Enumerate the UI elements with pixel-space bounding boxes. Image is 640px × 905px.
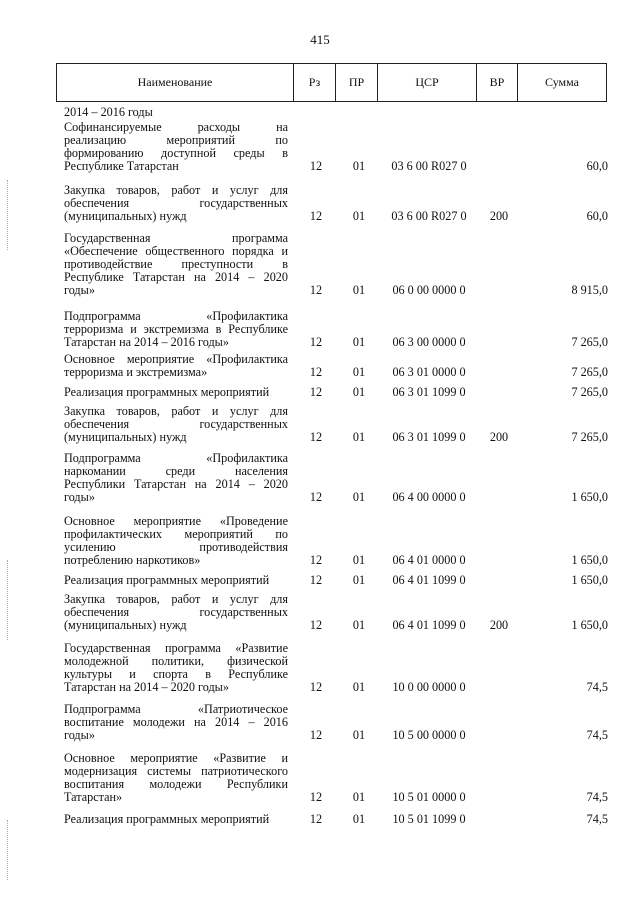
row-sum: 60,0 bbox=[586, 209, 608, 223]
row-sum: 74,5 bbox=[586, 812, 608, 826]
table-row bbox=[0, 593, 640, 632]
row-name-line: годы» bbox=[64, 490, 95, 504]
row-name-line: Подпрограмма «Патриотическое bbox=[64, 702, 288, 716]
row-name-line: Республики Татарстан на 2014 – 2020 bbox=[64, 477, 288, 491]
row-rz: 12 bbox=[309, 159, 323, 173]
row-rz: 12 bbox=[309, 335, 323, 349]
row-sum: 1 650,0 bbox=[571, 573, 608, 587]
row-name-line: наркомании среди населения bbox=[64, 464, 288, 478]
row-pr: 01 bbox=[352, 490, 366, 504]
row-name-line: Закупка товаров, работ и услуг для bbox=[64, 183, 288, 197]
row-name-line: Основное мероприятие «Профилактика bbox=[64, 352, 288, 366]
row-pr: 01 bbox=[352, 159, 366, 173]
column-header-name: Наименование bbox=[57, 64, 294, 102]
row-rz: 12 bbox=[309, 573, 323, 587]
row-pr: 01 bbox=[352, 385, 366, 399]
row-vr: 200 bbox=[489, 209, 509, 223]
row-name-line: (муниципальных) нужд bbox=[64, 209, 187, 223]
row-rz: 12 bbox=[309, 812, 323, 826]
row-pr: 01 bbox=[352, 790, 366, 804]
row-rz: 12 bbox=[309, 430, 323, 444]
row-name-line: Подпрограмма «Профилактика bbox=[64, 309, 288, 323]
row-rz: 12 bbox=[309, 618, 323, 632]
row-name-line: Софинансируемые расходы на bbox=[64, 120, 288, 134]
row-name-line: Реализация программных мероприятий bbox=[64, 812, 270, 826]
row-name bbox=[64, 405, 288, 444]
row-name-line: профилактических мероприятий по bbox=[64, 527, 288, 541]
row-pr: 01 bbox=[352, 618, 366, 632]
row-csr: 06 4 01 1099 0 bbox=[392, 618, 466, 632]
row-sum: 74,5 bbox=[586, 728, 608, 742]
table-row bbox=[0, 574, 640, 587]
row-vr bbox=[479, 386, 519, 399]
row-rz: 12 bbox=[309, 385, 323, 399]
row-csr: 10 5 00 0000 0 bbox=[392, 728, 466, 742]
row-csr: 06 4 01 0000 0 bbox=[392, 553, 466, 567]
row-vr bbox=[479, 791, 519, 804]
row-name bbox=[64, 232, 288, 297]
page-number: 415 bbox=[310, 32, 330, 47]
row-sum: 74,5 bbox=[586, 790, 608, 804]
row-pr: 01 bbox=[352, 430, 366, 444]
row-name bbox=[64, 593, 288, 632]
row-name bbox=[64, 452, 288, 504]
row-sum: 60,0 bbox=[586, 159, 608, 173]
table-row bbox=[0, 405, 640, 444]
row-name-line: Республике Татарстан bbox=[64, 159, 179, 173]
row-name bbox=[64, 703, 288, 742]
row-vr bbox=[479, 366, 519, 379]
row-name bbox=[64, 642, 288, 694]
row-sum: 7 265,0 bbox=[571, 335, 608, 349]
row-name bbox=[64, 813, 288, 826]
row-rz: 12 bbox=[309, 283, 323, 297]
row-name-line: воспитание молодежи на 2014 – 2016 bbox=[64, 715, 288, 729]
row-name-line: Закупка товаров, работ и услуг для bbox=[64, 404, 288, 418]
column-header-pr: ПР bbox=[336, 64, 378, 102]
table-row bbox=[0, 353, 640, 379]
row-name-line: годы» bbox=[64, 728, 95, 742]
row-pr: 01 bbox=[352, 365, 366, 379]
row-csr: 06 4 00 0000 0 bbox=[392, 490, 466, 504]
table-row bbox=[0, 386, 640, 399]
row-name-line: годы» bbox=[64, 283, 95, 297]
row-csr: 06 3 01 0000 0 bbox=[392, 365, 466, 379]
binding-dotted-line bbox=[7, 820, 8, 880]
row-csr: 06 3 01 1099 0 bbox=[392, 385, 466, 399]
row-name-line: Татарстан» bbox=[64, 790, 123, 804]
row-csr: 06 3 01 1099 0 bbox=[392, 430, 466, 444]
row-csr: 10 5 01 0000 0 bbox=[392, 790, 466, 804]
row-name bbox=[64, 515, 288, 567]
row-name bbox=[64, 752, 288, 804]
table-header bbox=[56, 63, 607, 102]
row-name-line: формированию доступной среды в bbox=[64, 146, 288, 160]
row-name-line: Татарстан на 2014 – 2020 годы» bbox=[64, 680, 229, 694]
column-header-sum: Сумма bbox=[518, 64, 607, 102]
row-name-line: Основное мероприятие «Проведение bbox=[64, 514, 288, 528]
row-pr: 01 bbox=[352, 283, 366, 297]
row-name-line: потреблению наркотиков» bbox=[64, 553, 201, 567]
row-name-line: Закупка товаров, работ и услуг для bbox=[64, 592, 288, 606]
table-row bbox=[0, 515, 640, 567]
table-row bbox=[0, 752, 640, 804]
row-name-line: Государственная программа bbox=[64, 231, 288, 245]
row-name-line: реализацию мероприятий по bbox=[64, 133, 288, 147]
row-csr: 03 6 00 R027 0 bbox=[391, 159, 467, 173]
row-vr bbox=[479, 681, 519, 694]
row-name-line: Республике Татарстан на 2014 – 2020 bbox=[64, 270, 288, 284]
row-vr bbox=[479, 813, 519, 826]
row-vr bbox=[479, 729, 519, 742]
row-sum: 1 650,0 bbox=[571, 618, 608, 632]
row-vr: 200 bbox=[489, 430, 509, 444]
row-name-line: противодействие преступности в bbox=[64, 257, 288, 271]
row-name bbox=[64, 574, 288, 587]
table-row bbox=[0, 121, 640, 173]
row-name-line: молодежной политики, физической bbox=[64, 654, 288, 668]
row-name bbox=[64, 310, 288, 349]
row-vr bbox=[479, 491, 519, 504]
row-name-line: воспитания молодежи Республики bbox=[64, 777, 288, 791]
row-sum: 7 265,0 bbox=[571, 430, 608, 444]
row-csr: 10 0 00 0000 0 bbox=[392, 680, 466, 694]
row-name-line: усилению противодействия bbox=[64, 540, 288, 554]
row-name-line: Татарстан на 2014 – 2016 годы» bbox=[64, 335, 229, 349]
row-csr: 06 0 00 0000 0 bbox=[392, 283, 466, 297]
row-rz: 12 bbox=[309, 790, 323, 804]
table-row bbox=[0, 813, 640, 826]
row-name-line: терроризма и экстремизма» bbox=[64, 365, 208, 379]
row-name-line: Реализация программных мероприятий bbox=[64, 573, 270, 587]
row-rz: 12 bbox=[309, 728, 323, 742]
row-csr: 06 4 01 1099 0 bbox=[392, 573, 466, 587]
row-pr: 01 bbox=[352, 209, 366, 223]
row-name-line: модернизация системы патриотического bbox=[64, 764, 288, 778]
table-row bbox=[0, 703, 640, 742]
row-rz: 12 bbox=[309, 365, 323, 379]
row-name-line: Реализация программных мероприятий bbox=[64, 385, 270, 399]
row-pr: 01 bbox=[352, 812, 366, 826]
row-sum: 7 265,0 bbox=[571, 365, 608, 379]
row-name-line: (муниципальных) нужд bbox=[64, 618, 187, 632]
row-name-line: обеспечения государственных bbox=[64, 605, 288, 619]
row-csr: 10 5 01 1099 0 bbox=[392, 812, 466, 826]
table-row bbox=[0, 452, 640, 504]
row-sum: 1 650,0 bbox=[571, 490, 608, 504]
row-pr: 01 bbox=[352, 335, 366, 349]
row-vr bbox=[479, 336, 519, 349]
row-pr: 01 bbox=[352, 680, 366, 694]
row-csr: 06 3 00 0000 0 bbox=[392, 335, 466, 349]
row-vr: 200 bbox=[489, 618, 509, 632]
row-name-line: (муниципальных) нужд bbox=[64, 430, 187, 444]
column-header-vr: ВР bbox=[477, 64, 518, 102]
row-pr: 01 bbox=[352, 728, 366, 742]
row-name-line: Государственная программа «Развитие bbox=[64, 641, 288, 655]
row-name-line: «Обеспечение общественного порядка и bbox=[64, 244, 288, 258]
row-rz: 12 bbox=[309, 553, 323, 567]
column-header-rz: Рз bbox=[294, 64, 336, 102]
row-name-line: Основное мероприятие «Развитие и bbox=[64, 751, 288, 765]
row-vr bbox=[479, 574, 519, 587]
row-sum: 8 915,0 bbox=[571, 283, 608, 297]
row-csr: 03 6 00 R027 0 bbox=[391, 209, 467, 223]
column-header-csr: ЦСР bbox=[378, 64, 477, 102]
row-vr bbox=[479, 554, 519, 567]
row-name bbox=[64, 353, 288, 379]
row-vr bbox=[479, 160, 519, 173]
row-name bbox=[64, 184, 288, 223]
table-row bbox=[0, 310, 640, 349]
row-sum: 1 650,0 bbox=[571, 553, 608, 567]
row-rz: 12 bbox=[309, 680, 323, 694]
table-row bbox=[0, 184, 640, 223]
row-pr: 01 bbox=[352, 553, 366, 567]
row-name-line: культуры и спорта в Республике bbox=[64, 667, 288, 681]
row-name-line: Подпрограмма «Профилактика bbox=[64, 451, 288, 465]
table-row bbox=[0, 642, 640, 694]
table-row bbox=[0, 232, 640, 297]
row-rz: 12 bbox=[309, 209, 323, 223]
row-name-line: обеспечения государственных bbox=[64, 417, 288, 431]
row-rz: 12 bbox=[309, 490, 323, 504]
row-name-line: обеспечения государственных bbox=[64, 196, 288, 210]
row-vr bbox=[479, 284, 519, 297]
row-sum: 74,5 bbox=[586, 680, 608, 694]
row-name-line: терроризма и экстремизма в Республике bbox=[64, 322, 288, 336]
row-sum: 7 265,0 bbox=[571, 385, 608, 399]
row-name bbox=[64, 121, 288, 173]
continued-text: 2014 – 2016 годы bbox=[64, 105, 153, 119]
row-pr: 01 bbox=[352, 573, 366, 587]
row-name bbox=[64, 386, 288, 399]
